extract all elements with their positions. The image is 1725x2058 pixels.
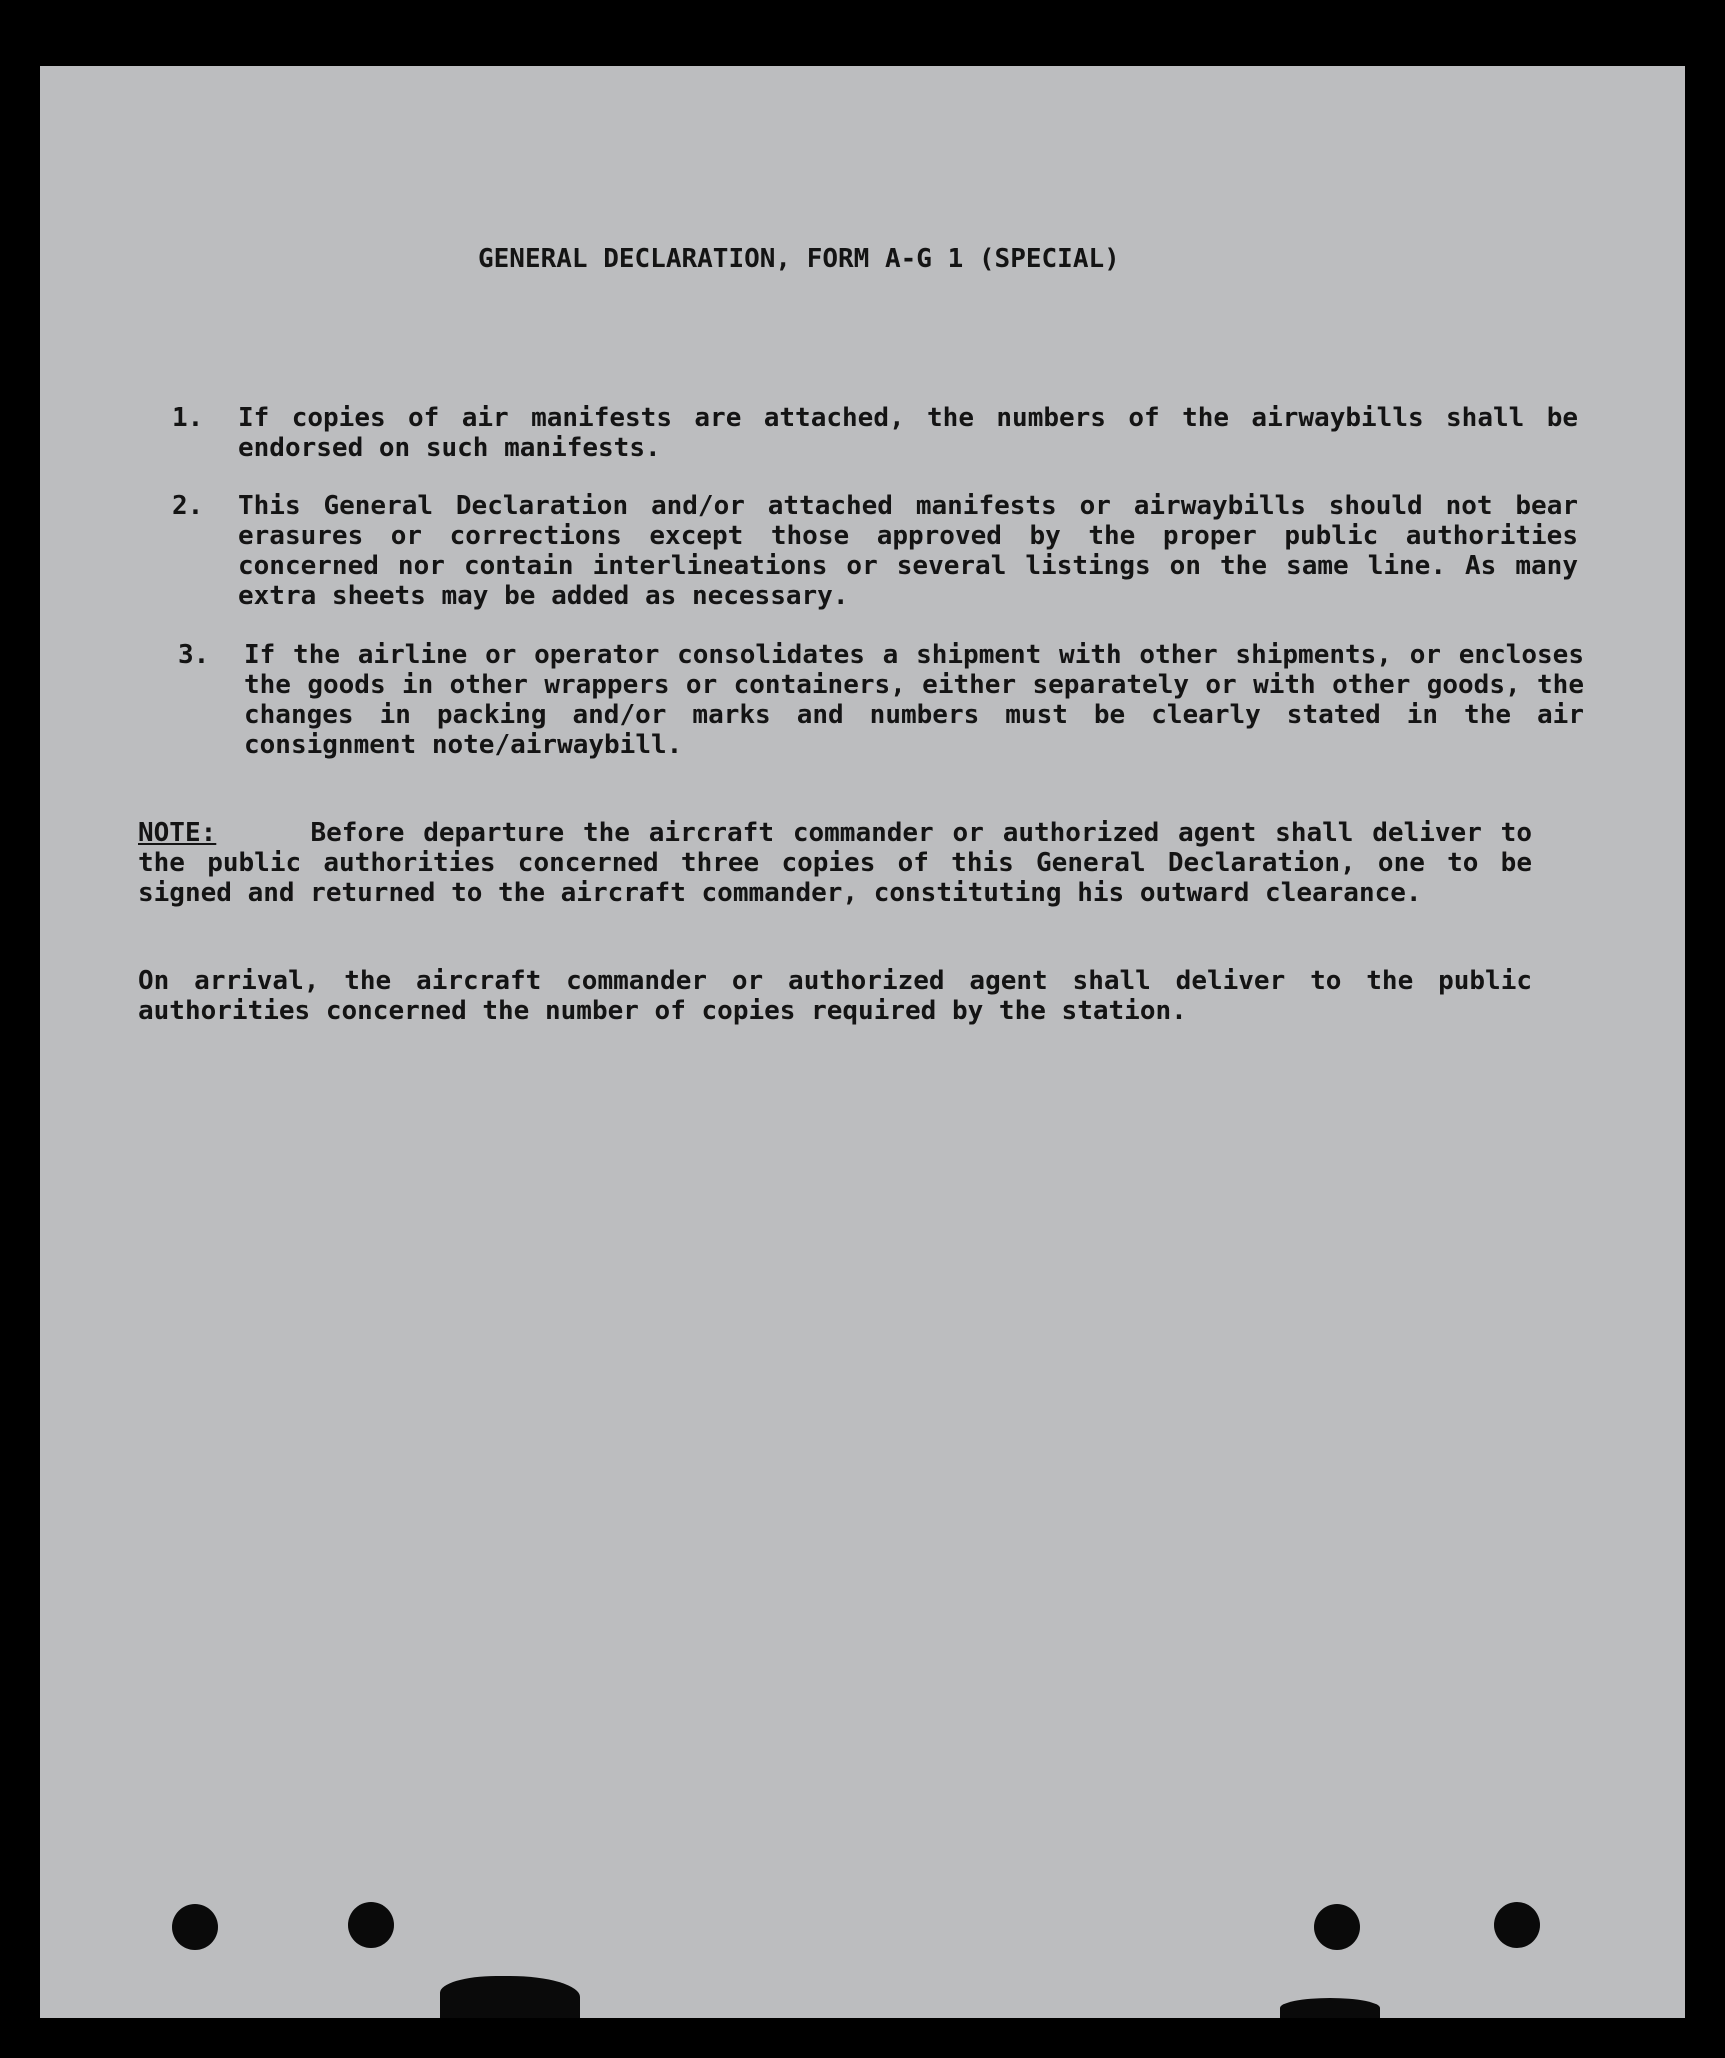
document-page xyxy=(40,66,1685,2018)
item-number: 2. xyxy=(172,491,204,521)
note-label: NOTE: xyxy=(138,818,217,848)
punch-hole xyxy=(1494,1902,1540,1948)
punch-hole xyxy=(172,1904,218,1950)
item-number: 3. xyxy=(178,640,210,670)
torn-edge xyxy=(1280,1998,1380,2018)
punch-hole xyxy=(348,1902,394,1948)
item-text: If the airline or operator consolidates a shipment with other shipments, or encloses the goods in other wrappers or containers, either separately or with other goods, the changes in packing and/or marks and numbers must be clearly stated in the air consignment note/airwaybill. xyxy=(244,640,1584,760)
item-text: If copies of air manifests are attached, the numbers of the airwaybills shall be endorsed on such manifests. xyxy=(238,403,1578,463)
punch-hole xyxy=(1314,1904,1360,1950)
document-title: GENERAL DECLARATION, FORM A-G 1 (SPECIAL) xyxy=(478,244,1120,274)
item-number: 1. xyxy=(172,403,204,433)
torn-edge xyxy=(440,1976,580,2018)
item-text: This General Declaration and/or attached manifests or airwaybills should not bear erasures or corrections except those approved by the proper public authorities concerned nor contain interlineations or several listings on the same line. As many extra sheets may be added as necessary. xyxy=(238,491,1578,611)
note-paragraph xyxy=(138,818,1532,908)
arrival-text: On arrival, the aircraft commander or authorized agent shall deliver to the public authorities concerned the number of copies required by the station. xyxy=(138,966,1532,1026)
arrival-paragraph xyxy=(138,966,1532,1026)
note-text: Before departure the aircraft commander or authorized agent shall deliver to the public authorities concerned three copies of this General Declaration, one to be signed and returned to the aircraft commander, constituting his outward clearance. xyxy=(138,818,1532,908)
